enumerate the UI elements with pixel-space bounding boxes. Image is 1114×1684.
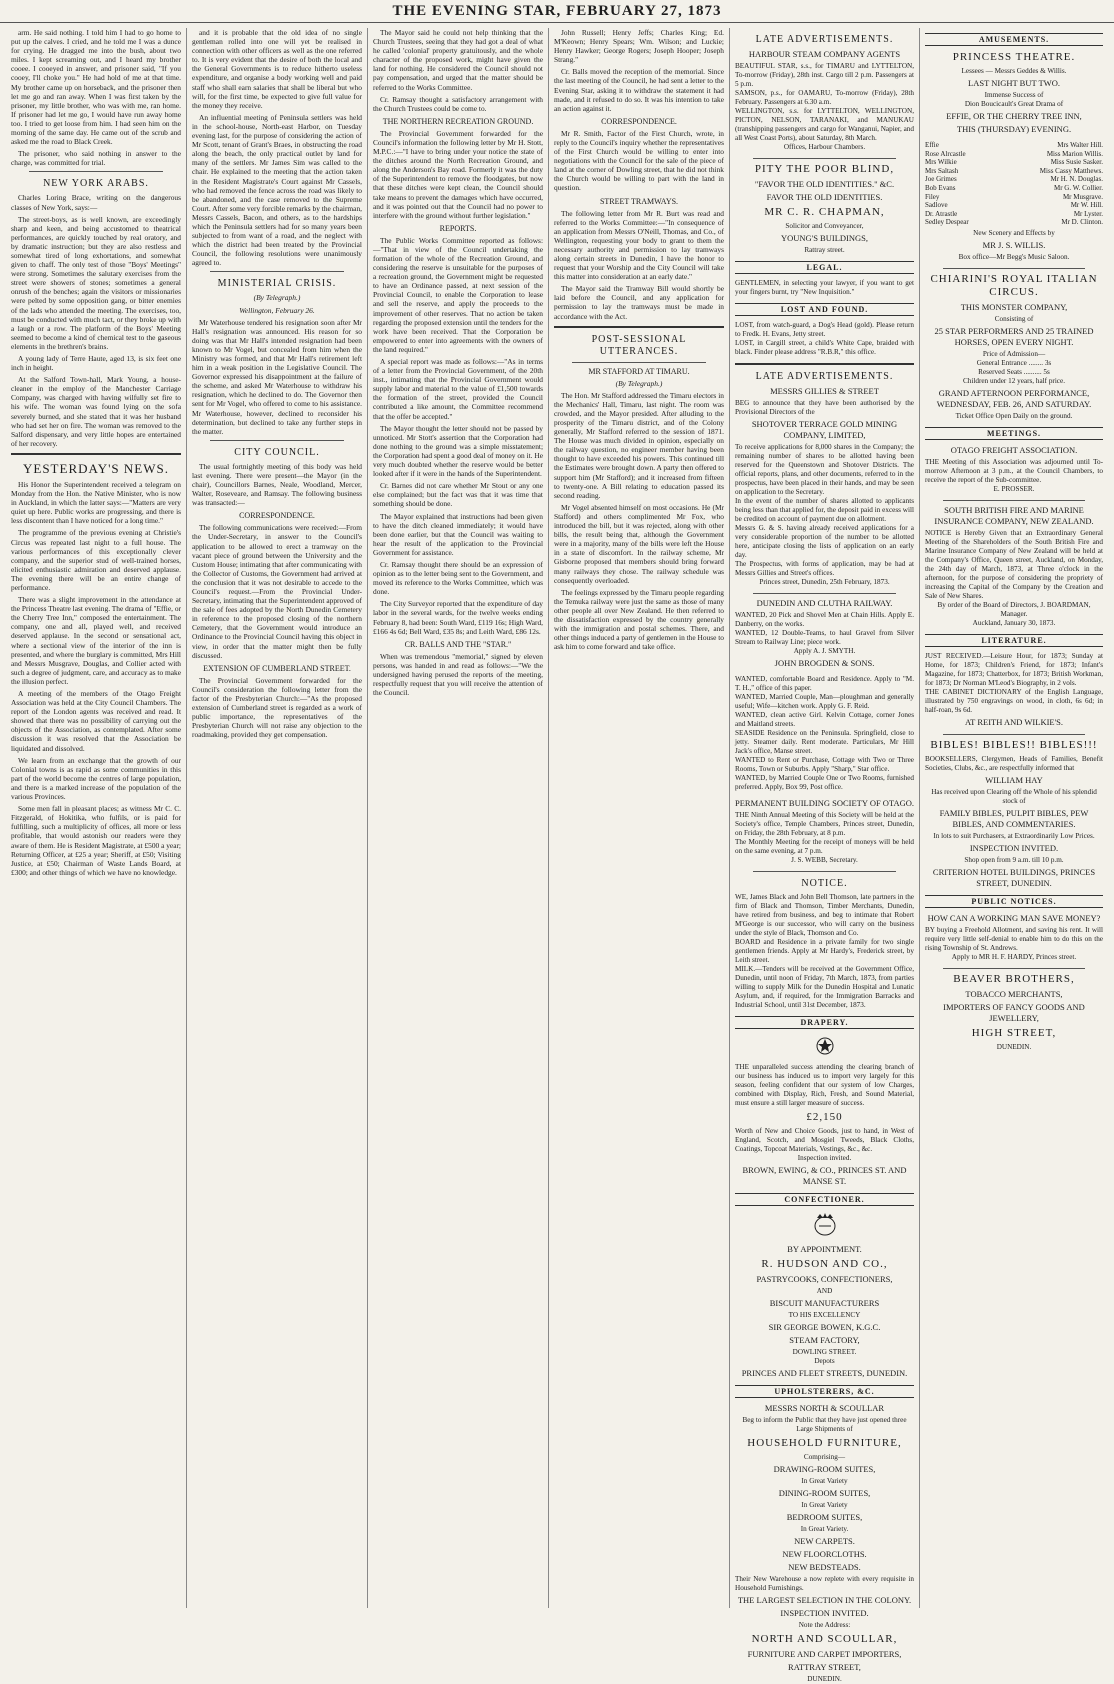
ad-gillies-street: MESSRS GILLIES & STREET (770, 386, 879, 397)
ad-notice-milk: MILK.—Tenders will be received at the Government Office, Dunedin, until noon of Friday, 7th March, 1873, from parties willing to supply Milk for the Dunedin Hospital and Lunatic Asylum, and, if required, for the Immigration Barracks and Industrial School, until 31st December, 1873. (735, 965, 914, 1010)
headline-yesterdays-news: YESTERDAY'S NEWS. (23, 460, 169, 476)
ad-shotover: SHOTOVER TERRACE GOLD MINING COMPANY, LIMITED, (751, 419, 898, 441)
ad-shotover-text: Messrs G. & S. having already received applications for a very considerable proportion of the number to be allotted here, anticipate closing the lists of application on an early day. (735, 524, 914, 560)
ad-shotover-text: To receive applications for 8,000 shares in the Company; the remaining number of shares to be allotted having been reserved for the Queenstown and Shotover Districts. The official reports, plans, and other documents, referred to in the prospectus, have been placed in their hands, and may be seen on application to the Secretary. (735, 443, 914, 497)
ad-lost-cape: LOST, in Cargill street, a child's White Cape, braided with black. Finder please address "R.B.R," this office. (735, 339, 914, 357)
ad-hardy: Apply to MR H. F. HARDY, Princes street. (951, 953, 1077, 962)
article-paragraph: John Russell; Henry Jeffs; Charles King; Ed. M'Keown; Henry Spears; Wm. Wilson; and Luckie; Henry Hawker; George Rogers; Joseph Hooper; Joseph Strang." (554, 28, 724, 65)
article-paragraph: The street-boys, as is well known, are exceedingly sharp and keen, and being accustomed to theatrical performances, are quickly touched by real oratory, and by dramatic instruction; but they are also restless and somewhat tired of long exhortations, and somewhat given to chaff. The only test of those "Boys' Meetings" were strong. Sometimes the salutary exercises from the street were showers of stones; sometimes a general onrush of the benches; again the visitors or missionaries were pelted by some opposition gang, or bitter enemies of the lads who attended the meeting. The exercises, too, must be conducted with much tact, or they broke up with a laugh or a row. The platform of the Boys' Meeting seemed to become a kind of chemical test to the gaseous elements in the brethren's brains. (11, 214, 181, 351)
divider (210, 440, 344, 441)
subhead-correspondence: CORRESPONDENCE. (239, 511, 315, 521)
ad-drapery-inspection: Inspection invited. (797, 1154, 852, 1163)
ad-steam-factory: STEAM FACTORY, (789, 1335, 860, 1346)
ad-pity-poor-blind: PITY THE POOR BLIND, (754, 163, 895, 175)
ad-reith-wilkie: AT REITH AND WILKIE'S. (964, 717, 1063, 728)
article-paragraph: The feelings expressed by the Timaru people regarding the Temuka railway were just the same as those of many other people all over New Zealand. He then referred to the dissatisfaction expressed by the country generally with the immigration and postal schemes. There, and other things induced a party of gentlemen in the House to ask him to come forward and take office. (554, 587, 724, 652)
ad-freight-text: THE Meeting of this Association was adjourned until To-morrow Afternoon at 3 p.m., at the Council Chambers, to receive the report of the Sub-committee. (925, 458, 1103, 485)
article-paragraph: The usual fortnightly meeting of this body was held last evening. There were present—the Mayor (in the chair), Councillors Barnes, Neale, Woodland, Mercer, Walter, Roseveare, and Ramsay. The following business was transacted:— (192, 461, 362, 508)
ad-rattray: RATTRAY STREET, (788, 1662, 861, 1673)
ad-dunedin: DUNEDIN. (996, 1043, 1032, 1052)
section-upholsterers: UPHOLSTERERS, &C. (735, 1385, 914, 1398)
divider (210, 271, 344, 272)
ad-last-night: LAST NIGHT BUT TWO. (968, 78, 1060, 89)
section-late-advertisements: LATE ADVERTISEMENTS. (755, 34, 894, 45)
ad-largest: THE LARGEST SELECTION IN THE COLONY. (737, 1595, 912, 1606)
ad-cabinet-dictionary: THE CABINET DICTIONARY of the English Language, illustrated by 750 engravings on wood, in cloth, 6s 6d; in half-roan, 9s 6d. (925, 688, 1103, 715)
ad-price-reserved: Reserved Seats .......... 5s (978, 368, 1050, 377)
cast-actor: Miss Cassy Matthews. (1039, 166, 1103, 175)
section-lost-found: LOST AND FOUND. (735, 303, 914, 316)
ad-tobacco: TOBACCO MERCHANTS, (965, 989, 1063, 1000)
ad-building-secretary: J. S. WEBB, Secretary. (791, 856, 858, 865)
ad-variety: In Great Variety (801, 1477, 848, 1486)
article-paragraph: An influential meeting of Peninsula settlers was held in the school-house, North-east Harbor, on Tuesday evening last, for the purpose of considering the action of Mr Scott, tenant of Grant's Braes, in obstructing the road along the beach, the only practical outlet by land for many of the settlers. Mr James Sim was called to the chair. He explained to the meeting that the action taken in the Resident Magistrate's Court against Mr Cassels, who had removed the fence across the road was likely to be abandoned, and the case removed to the Supreme Court. After some very forcible remarks by the chairman, Messrs Cassels, Bacon, and others, as to the hardships which the Peninsula settlers had for so many years been subjected to from want of a road, and the neglect with which the district had been treated by the Provincial Council, the following resolutions were unanimously agreed to. (192, 112, 362, 268)
section-meetings: MEETINGS. (925, 427, 1103, 440)
ad-bedsteads: NEW BEDSTEADS. (788, 1562, 861, 1573)
ad-biscuit: BISCUIT MANUFACTURERS (769, 1298, 880, 1309)
ad-boardman: By order of the Board of Directors, J. BOARDMAN, Manager. (937, 601, 1091, 619)
cast-actor: Mr H. N. Douglas. (1050, 175, 1103, 184)
article-paragraph: Cr. Ramsay thought a satisfactory arrangement with the Church Trustees could be come to. (373, 94, 543, 113)
ad-bibles: BIBLES! BIBLES!! BIBLES!!! (930, 739, 1098, 752)
article-paragraph: The Mayor said he could not help thinking that the Church Trustees, seeing that they had got a deal of what he called 'colonial' property gratuitously, and the whole character of the proposed work, might have given the land for nothing. He considered the Council should not pay compensation, and urged that the matter should be referred to the Works Committee. (373, 28, 543, 92)
ad-price-children: Children under 12 years, half price. (963, 377, 1065, 386)
headline-post-sessional: POST-SESSIONAL UTTERANCES. (591, 333, 687, 357)
ad-bowen: SIR GEORGE BOWEN, K.G.C. (768, 1322, 881, 1333)
ad-willis: MR J. S. WILLIS. (982, 240, 1046, 251)
cast-role: Filey (925, 192, 940, 201)
ad-bedroom: BEDROOM SUITES, (786, 1512, 863, 1523)
ad-boucicault: Dion Boucicault's Great Drama of (964, 100, 1064, 109)
article-paragraph: Mr Vogel absented himself on most occasions. He (Mr Stafford) and others complimented Mr Fox, who introduced the bill, but it was rejected, along with other bills, the result being that, although the Government were in a majority, many of the bills were left the House in a state of discomfort. In the railway scheme, Mr Gisborne proposed that members should bring forward many railways they chose. The railway schedule was consequently overloaded. (554, 502, 724, 585)
column-3 (368, 28, 549, 1608)
ad-low-prices: In lots to suit Purchasers, at Extraordinarily Low Prices. (933, 832, 1095, 841)
article-paragraph: His Honor the Superintendent received a telegram on Monday from the Hon. the Native Minister, who is now in Auckland, in which the latter says:—"Matters are very quiet up here. Public works are progressing, and there is less discontent than I have noticed for a long time." (11, 479, 181, 526)
ad-inspection: INSPECTION INVITED. (969, 843, 1059, 854)
section-legal: LEGAL. (735, 261, 914, 274)
divider (753, 158, 896, 159)
article-paragraph: Mr Waterhouse tendered his resignation soon after Mr Hall's resignation was announced. His reason for so doing was that Mr Hall's intended resignation had been known to Mr Vogel, but concealed from him when the Ministry was formed, and that Mr Hall's retirement left him in a weak position in the Legislative Council. The Governor expressed his disappointment at the failure of the scheme, and asked Mr Waterhouse to withdraw his resignation, which he declined to do. The Governor then sent for Mr Vogel, who offered to come to his assistance. Mr Waterhouse, however, declined to reconsider his determination, but declined to take any further steps in the matter. (192, 317, 362, 436)
ad-excellency: TO HIS EXCELLENCY (788, 1311, 861, 1320)
ad-wanted-board: WANTED, comfortable Board and Residence. Apply to "M. T. H.," office of this paper. (735, 675, 914, 693)
masthead: THE EVENING STAR, FEBRUARY 27, 1873 (0, 0, 1114, 23)
column-1 (6, 28, 187, 1608)
ad-lost-dog-head: LOST, from watch-guard, a Dog's Head (gold). Please return to Fredk. H. Evans, Jetty street. (735, 321, 914, 339)
article-paragraph: and it is probable that the old idea of no single gentleman rolled into one will yet be realised in connection with other officers as well as the one referred to. It is very evident that the desire of both the local and the General Governments is to reduce hitherto useless expenditure, and organise a body working well and paid staff who shall earn salaries that shall be liberal but who will, for the first time, be expected to give full value for the money they receive. (192, 28, 362, 110)
cast-actor: Mr Musgrave. (1062, 192, 1103, 201)
article-paragraph: The Hon. Mr Stafford addressed the Timaru electors in the Mechanics' Hall, Timaru, last night. The room was crowded, and the Mayor presided. After alluding to the prosperity of the Timaru district, and of the Colony generally, Mr Stafford referred to the session of 1871. The House was much divided in opinion, especially on the railway question, no engineer member having been thought to have exceeded his powers. This continued till the Estimates were brought down. A party then offered to support him (Mr Stafford); and it increased from fifteen to twenty-one. A Bill relating to education passed its second reading. (554, 390, 724, 500)
article-paragraph: When was tremendous "memorial," signed by eleven persons, was handed in and read as follows:—"We the undersigned having perused the reports of the meeting, respectfully request that you will receive the attention of the Council. (373, 651, 543, 698)
ad-family-bibles: FAMILY BIBLES, PULPIT BIBLES, PEW BIBLES, AND COMMENTARIES. (939, 808, 1089, 830)
ad-drawing-room: DRAWING-ROOM SUITES, (773, 1464, 876, 1475)
ad-shop-hours: Shop open from 9 a.m. till 10 p.m. (964, 856, 1064, 865)
ad-importers: IMPORTERS OF FANCY GOODS AND JEWELLERY, (943, 1002, 1085, 1024)
ad-and: AND (816, 1287, 833, 1296)
divider (943, 968, 1085, 969)
ad-box-office: Box office—Mr Begg's Music Saloon. (958, 253, 1070, 262)
ad-household: HOUSEHOLD FURNITURE, (747, 1437, 902, 1450)
subhead-balls-and-star: CR. BALLS AND THE "STAR." (404, 639, 512, 649)
article-paragraph: The prisoner, who said nothing in answer to the charge, was committed for trial. (11, 149, 181, 168)
ad-carpets: NEW CARPETS. (794, 1536, 855, 1547)
ad-floorcloths: NEW FLOORCLOTHS. (782, 1549, 867, 1560)
headline-notice: NOTICE. (801, 878, 848, 890)
article-paragraph: The Public Works Committee reported as follows:—"That in view of the Council undertaking the formation of the whole of the Recreation Ground, and considering the reserve is unsuitable for the purposes of a recreation ground, the Government might be requested to have an Ordinance passed, at next session of the Provincial Council, to enable the Corporation to lease and sell the reserve, and apply the proceeds to the improvement of other reserves. That no action be taken regarding the proposed extension until the tenders for the work have been received. That the Corporation be empowered to enter into agreements with the owners of the land required." (373, 235, 543, 354)
ad-wanted-cottage: WANTED to Rent or Purchase, Cottage with Two or Three Rooms, Town or Suburbs. Apply "Sharp," Star office. (735, 756, 914, 774)
article-paragraph: At the Salford Town-hall, Mark Young, a house-cleaner in the employ of the Manchester Carriage Company, was charged with having wilfully set fire to his wife. The woman was found lying on the sofa severely burned, and she stated that it was her husband who had set her on fire. The woman was removed to the Salford dispensary, and very little hopes are entertained of her recovery. (11, 375, 181, 448)
ad-comprising: Comprising— (803, 1453, 846, 1462)
headline-city-council: CITY COUNCIL. (234, 446, 320, 458)
section-public-notices: PUBLIC NOTICES. (925, 895, 1103, 908)
ad-shotover-text: The Prospectus, with forms of application, may be had at Messrs Gillies and Street's offices. (735, 560, 914, 578)
ad-variety: In Great Variety. (800, 1525, 849, 1534)
cast-actor: Mr Lyster. (1073, 209, 1103, 218)
cast-row (925, 218, 1103, 227)
headline-ministerial-crisis: MINISTERIAL CRISIS. (217, 278, 337, 290)
cast-role: Sadlove (925, 201, 948, 210)
article-paragraph: Cr. Barnes did not care whether Mr Stout or any one else complained; but the fact was that it was time that something should be done. (373, 481, 543, 509)
ad-warehouse: Their New Warehouse a now replete with every requisite in Household Furnishings. (735, 1575, 914, 1593)
telegraph-credit: (By Telegraph.) (615, 378, 663, 388)
article-paragraph: Cr. Balls moved the reception of the memorial. Since the last meeting of the Council, he had sent a letter to the Evening Star, asking it to withdraw the statement it had made, and it refused to do so. It was his intention to take an action against it. (554, 67, 724, 113)
ad-freight-assoc: OTAGO FREIGHT ASSOCIATION. (950, 445, 1078, 456)
column-5-ads (730, 28, 920, 1684)
article-paragraph: The City Surveyor reported that the expenditure of day labor in the several wards, for the twelve weeks ending February 8, had been: South Ward, £119 16s; High Ward, £166 4s 6d; Bell Ward, £35 8s; and Leith Ward, £86 12s. (373, 599, 543, 636)
ad-lawyer: GENTLEMEN, in selecting your lawyer, if you want to get your fingers burnt, try "New Inquisition." (735, 279, 914, 297)
article-paragraph: The programme of the previous evening at Christie's Circus was repeated last night to a full house. The various performances of this exceptionally clever company, and the superior stud of well-trained horses, elicited enthusiastic admiration and deserved applause. The evening there will be an entire change of performance. (11, 528, 181, 592)
ad-working-man: HOW CAN A WORKING MAN SAVE MONEY? (927, 913, 1101, 924)
article-paragraph: A meeting of the members of the Otago Freight Association was held at the City Council Chambers. The report of the London agents was received and read. It showed that there was no possibility of carrying out the objects of the Association, as contemplated. After some discussion it was resolved that the Association be liquidated and dissolved. (11, 689, 181, 753)
section-literature: LITERATURE. (925, 634, 1103, 647)
cast-row (925, 150, 1103, 159)
royal-arms-icon (811, 1035, 839, 1057)
ad-note-address: Note the Address: (798, 1621, 851, 1630)
column-2 (187, 28, 368, 1608)
column-4 (549, 28, 730, 1608)
ad-drapery-goods: Worth of New and Choice Goods, just to hand, in West of England, Scotch, and Mosgiel Tweeds, Black Cloths, Coatings, Topcoat Materials, Vestings, &c., &c. (735, 1127, 914, 1154)
ad-prosser: E. PROSSER. (993, 485, 1035, 494)
ad-shotover-text: In the event of the number of shares allotted to applicants being less than that applied for, the deposit paid in excess will be credited on account of payment due on allotment. (735, 497, 914, 524)
section-amusements: AMUSEMENTS. (925, 33, 1103, 46)
ad-drapery-text: THE unparalleled success attending the clearing branch of our business has induced us to import very largely for this season, feeling confident that our system of low Charges, combined with Display, Rich, Fresh, and Sound Material, must ensure a still larger measure of success. (735, 1063, 914, 1108)
ad-effie: EFFIE, OR THE CHERRY TREE INN, (946, 111, 1082, 122)
article-paragraph: Charles Loring Brace, writing on the dangerous classes of New York, says:— (11, 193, 181, 212)
ad-this-evening: THIS (THURSDAY) EVENING. (956, 124, 1072, 135)
ad-office: Offices, Harbour Chambers. (783, 143, 866, 151)
ad-wanted-girl: WANTED, clean active Girl. Kelvin Cottage, corner Jones and Maitland streets. (735, 711, 914, 729)
ad-favor-quote: "FAVOR THE OLD IDENTITIES." &C. (754, 179, 895, 189)
ad-building-monthly: The Monthly Meeting for the receipt of moneys will be held on the same evening, at 7 p.m. (735, 838, 914, 856)
columns (6, 28, 1108, 1684)
ad-building-meeting: THE Ninth Annual Meeting of this Society will be held at the Society's office, Temple Chambers, Princes street, Dunedin, on Friday, the 28th February, at 8 p.m. (735, 811, 914, 838)
ad-booksellers: BOOKSELLERS, Clergymen, Heads of Families, Benefit Societies, Clubs, &c., are respectfully informed that (925, 755, 1103, 773)
article-paragraph: Mr R. Smith, Factor of the First Church, wrote, in reply to the Council's inquiry whether the representatives of the First Church would be willing to enter into negotiations with the Council for the sale of the piece of land at the corner of Dowling street, that he did not think the Church would be willing to part with the land in question. (554, 128, 724, 193)
cast-role: Dr. Atrastle (925, 209, 958, 218)
cast-row (925, 175, 1103, 184)
ad-high-street: HIGH STREET, (971, 1027, 1057, 1040)
ad-variety: In Great Variety (801, 1501, 848, 1510)
article-paragraph: The Provincial Government forwarded for the Council's consideration the following letter from the factor of the Presbyterian Church:—"As the proposed extension of Cumberland street is regarded as a work of public importance, the representatives of the Presbyterian Church will not raise any objection to the roadmaking, provided they get compensation. (192, 675, 362, 740)
ad-ticket-office: Ticket Office Open Daily on the ground. (955, 412, 1073, 421)
ad-consisting: Consisting of (994, 315, 1034, 324)
ad-harbour-steam: HARBOUR STEAM COMPANY AGENTS (748, 49, 901, 59)
ad-notice-board: BOARD and Residence in a private family for two single gentlemen friends. Apply at Mr Hardy's, Frederick street, by Leith street. (735, 938, 914, 965)
column-6-ads (920, 28, 1108, 1608)
ad-auckland-date: Auckland, January 30, 1873. (972, 619, 1056, 628)
cast-role: Bob Evans (925, 184, 956, 193)
cast-row (925, 167, 1103, 176)
subhead-street-tramways: STREET TRAMWAYS. (599, 196, 679, 206)
dateline: Wellington, February 26. (239, 305, 315, 315)
ad-samson: SAMSON, p.s., for OAMARU, To-morrow (Friday), 28th February. Passengers at 6.30 a.m. (735, 89, 914, 106)
ad-princes-fleet: PRINCES AND FLEET STREETS, DUNEDIN. (741, 1368, 908, 1379)
article-paragraph: We learn from an exchange that the growth of our Colonial towns is as rapid as some communities in this part of the world become the centres of large population, and there is a marked increase of the population of the various Provinces. (11, 755, 181, 802)
ad-chapman-street: Rattray street. (804, 246, 845, 254)
ad-dining-room: DINING-ROOM SUITES, (778, 1488, 871, 1499)
ad-wanted-rooms: WANTED, by Married Couple One or Two Rooms, furnished preferred. Apply, Box 99, Post office. (735, 774, 914, 792)
divider (753, 871, 896, 872)
ad-monster-company: THIS MONSTER COMPANY, (960, 302, 1068, 313)
subhead-stafford-timaru: MR STAFFORD AT TIMARU. (588, 366, 690, 376)
ad-favor: FAVOR THE OLD IDENTITIES. (766, 192, 883, 202)
ad-new-scenery: New Scenery and Effects by (973, 229, 1055, 238)
subhead-recreation-ground: THE NORTHERN RECREATION GROUND. (382, 116, 534, 126)
divider (943, 268, 1085, 269)
ad-south-british-text: NOTICE is Hereby Given that an Extraordinary General Meeting of the Shareholders of the South British Fire and Marine Insurance Company of New Zealand will be held at the Company's Office, Queen street, Auckland, on Monday, the 24th day of March, 1873, at Three o'clock in the afternoon, for the purpose of considering the propriety of increasing the Capital of the Company by the Creation and Sale of New Shares. (925, 529, 1103, 601)
ad-afternoon: GRAND AFTERNOON PERFORMANCE, WEDNESDAY, FEB. 26, AND SATURDAY. (936, 388, 1092, 410)
cast-row (925, 184, 1103, 193)
article-paragraph: A young lady of Terre Haute, aged 13, is six feet one inch in height. (11, 354, 181, 373)
ad-just-received: JUST RECEIVED.—Leisure Hour, for 1873; Sunday at Home, for 1873; Children's Friend, for 1873; Infant's Magazine, for 1873; Chatterbox, for 1873; British Workman, for 1873; Dr Norman M'Leod's Biography, in 2 vols. (925, 652, 1103, 688)
divider (572, 362, 706, 363)
ad-hay-stock: Has received upon Clearing off the Whole of his splendid stock of (931, 788, 1097, 806)
cast-actor: Miss Susie Sasker. (1050, 158, 1103, 167)
ad-drapery-amount: £2,150 (806, 1111, 843, 1124)
ad-shotover-date: Princes street, Dunedin, 25th February, 1873. (759, 578, 890, 587)
divider (735, 363, 914, 365)
section-drapery: DRAPERY. (735, 1016, 914, 1029)
ad-lessees: Lessees — Messrs Geddes & Willis. (961, 67, 1067, 76)
headline-new-york-arabs: NEW YORK ARABS. (43, 178, 149, 190)
ad-brown-ewing: BROWN, EWING, & CO., PRINCES ST. AND MANSE ST. (742, 1165, 907, 1187)
divider (753, 593, 896, 594)
ad-south-british: SOUTH BRITISH FIRE AND MARINE INSURANCE COMPANY, NEW ZEALAND. (934, 505, 1094, 527)
ad-north-scoullar-name: NORTH AND SCOULLAR, (751, 1633, 898, 1646)
cast-row (925, 201, 1103, 210)
ad-shipments: Beg to inform the Public that they have just opened three Large Shipments of (742, 1416, 907, 1434)
article-paragraph: A special report was made as follows:—"As in terms of a letter from the Provincial Government, of the 20th inst., intimating that the Provincial Government would supply labor and material to the value of £1,500 towards the formation of the street, provided the Council contributed a like amount, the Committee recommend that the offer be accepted." (373, 357, 543, 421)
ad-beautiful-star: BEAUTIFUL STAR, s.s., for TIMARU and LYTTELTON, To-morrow (Friday), 28th inst. Cargo till 2 p.m. Passengers at 5 p.m. (735, 62, 914, 88)
ad-chiarini-circus: CHIARINI'S ROYAL ITALIAN CIRCUS. (930, 273, 1098, 299)
section-confectioner: CONFECTIONER. (735, 1193, 914, 1206)
ad-building-society: PERMANENT BUILDING SOCIETY OF OTAGO. (735, 798, 914, 809)
ad-wanted-pick: WANTED, 20 Pick and Shovel Men at Chain Hills. Apply E. Danberry, on the works. (735, 611, 914, 629)
subhead-reports: REPORTS. (439, 223, 477, 233)
cast-actor: Miss Marion Willis. (1046, 149, 1103, 158)
cast-role: Sedley Despear (925, 218, 969, 227)
ad-william-hay: WILLIAM HAY (985, 775, 1043, 786)
article-paragraph: The Mayor said the Tramway Bill would shortly be laid before the Council, and any application for permission to lay the tramways must be made in accordance with the Act. (554, 284, 724, 321)
cast-actor: Mr D. Clinton. (1061, 218, 1103, 227)
cast-list (925, 141, 1103, 227)
ad-dowling: DOWLING STREET. (792, 1348, 857, 1357)
article-paragraph: The Mayor thought the letter should not be passed by unnoticed. Mr Stott's assertion that the Corporation had done nothing to the ground was a simple misstatement; the Corporation had spent a good deal of money on it. He very much doubted whether the reserve would be better looked after if it were in the hands of the Superintendent. (373, 423, 543, 479)
ad-hudson: R. HUDSON AND CO., (761, 1258, 888, 1271)
ad-north-scoullar: MESSRS NORTH & SCOULLAR (764, 1403, 885, 1414)
ad-clutha-railway: DUNEDIN AND CLUTHA RAILWAY. (756, 598, 893, 609)
cast-role: Mrs Saltash (925, 166, 959, 175)
cast-role: Mrs Wilkie (925, 158, 957, 167)
article-paragraph: The following letter from Mr R. Burt was read and referred to the Works Committee:—"In consequence of an application from Messrs O'Neill, Thomas, and Co., of Wellington, requesting your body to grant to them the necessary authority and permission to lay tramways along certain streets in Dunedin, I have the honor to request that your Worship and the City Council will take this matter into consideration at an early date." (554, 208, 724, 282)
cast-row (925, 210, 1103, 219)
ad-wanted-teams: WANTED, 12 Double-Teams, to haul Gravel from Silver Stream to Railway Line; piece work. (735, 629, 914, 647)
divider (29, 171, 163, 172)
divider (943, 500, 1085, 501)
ad-chapman-title: Solicitor and Conveyancer, (785, 222, 864, 230)
article-paragraph: There was a slight improvement in the attendance at the Princess Theatre last evening. The drama of "Effie, or the Cherry Tree Inn," composed the entertainment. The company, one and all, played well, and received deserved applause. In the second or sensational act, where a sectional view of the interior of the inn is presented, and where the burglary is committed, Mrs Hill and Messrs Musgrave, Douglas, and Collier acted with such a degree of judgment, care, and accuracy as to make the illusion perfect. (11, 595, 181, 686)
ad-price-general: General Entrance ........ 3s (976, 359, 1052, 368)
royal-crest-icon (808, 1212, 842, 1238)
ad-wanted-couple: WANTED, Married Couple, Man—ploughman and generally useful; Wife—kitchen work. Apply G. F. Reid. (735, 693, 914, 711)
article-paragraph: The Provincial Government forwarded for the Council's information the following letter by Mr H. Stott, M.P.C.:—"I have to bring under your notice the state of the ditches around the North Recreation Ground, and along the Anderson's Bay road. Formerly it was the duty of the Superintendent to remove the floodgates, but now that these ditches were kept clean, the Council should take means to prevent the damages which have occurred, and it was pointed out that the Council had no power to interfere with the ground without further legislation." (373, 128, 543, 220)
article-paragraph: The following communications were received:—From the Under-Secretary, in answer to the Council's application to be allowed to erect a tramway on the vacant piece of ground between the University and the Custom House; intimating that after communicating with the Collector of Customs, the Government had arrived at the conclusion that it was not desirable to accede to the Council's request.—From the Provincial Under-Secretary, intimating that the Superintendent approved of the sale of fees adopted by the North Dunedin Cemetery in reference to the proposed closing of the northern Cemetery, that the Government would introduce an Ordinance to the Provincial Council having this object in view, in order that the matter might then be fully discussed. (192, 523, 362, 660)
ad-price: Price of Admission— (982, 350, 1046, 359)
article-paragraph: arm. He said nothing. I told him I had to go home to put up the calves. I cried, and he told me I was a dunce for crying. He dragged me into the bush, about two miles. I kept screaming out, and I heard my brother cooee. I cooeyed in answer, and prisoner said, "If you cooey, I'll choke you." He had hold of me at that time. My brother came up on horseback, and the prisoner then let me go and ran away. When I was first taken by the prisoner, my little brother, who was with me, ran home. If prisoner had let me go, I would have run away home too. I tried to get loose from him. I had seen him on the morning of the same day. He came out of the scrub and asked me the road to Black Creek. (11, 28, 181, 147)
ad-dunedin-2: DUNEDIN. (807, 1675, 842, 1684)
ad-immense: Immense Success of (984, 91, 1044, 100)
ad-pastrycooks: PASTRYCOOKS, CONFECTIONERS, (756, 1274, 893, 1285)
section-late-advertisements-2: LATE ADVERTISEMENTS. (755, 371, 894, 383)
cast-role: Effie (925, 141, 939, 150)
ad-wellington: WELLINGTON, s.s. for LYTTELTON, WELLINGTON, PICTON, NELSON, TARANAKI, and MANUKAU (transhipping passengers and cargo for Wanganui, Napier, and all West Coast Ports), about Saturday, 8th March. (735, 107, 914, 142)
ad-inspection-invited: INSPECTION INVITED. (780, 1608, 869, 1619)
ad-beaver-brothers: BEAVER BROTHERS, (953, 973, 1075, 986)
ad-depots: Depots (814, 1357, 835, 1366)
ad-seaside: SEASIDE Residence on the Peninsula. Springfield, close to jetty. Steamer daily. Rent moderate. Particulars, Mr Hill Jack's office, Manse street. (735, 729, 914, 756)
cast-actor: Mr W. Hill. (1070, 201, 1103, 210)
ad-freehold: BY buying a Freehold Allotment, and saving his rent. It will require very little self-denial to enable him to do this on the rising Township of St. Andrews. (925, 926, 1103, 953)
cast-row (925, 158, 1103, 167)
subhead-correspondence: CORRESPONDENCE. (601, 116, 677, 126)
cast-actor: Mr G. W. Collier. (1053, 184, 1103, 193)
telegraph-credit: (By Telegraph.) (253, 293, 301, 303)
ad-by-appointment: BY APPOINTMENT. (787, 1244, 862, 1255)
ad-performers: 25 STAR PERFORMERS AND 25 TRAINED HORSES, OPEN EVERY NIGHT. (934, 326, 1094, 348)
divider (11, 453, 181, 455)
subhead-extension: EXTENSION OF CUMBERLAND STREET. (203, 663, 351, 673)
article-paragraph: Some men fall in pleasant places; as witness Mr C. C. Fitzgerald, of Hokitika, who fulfils, or is paid for fulfilling, such a multiplicity of offices, all more or less profitable, that would astonish our readers were they aware of them. He is Resident Magistrate, at £500 a year; Returning Officer, at £25 a year; Sheriff, at £50; Visiting Justice, at £50; Chairman of Waste Lands Board, at £300; and other things of which we have no knowledge. (11, 804, 181, 877)
article-paragraph: The Mayor explained that instructions had been given to have the ditch cleaned immediately; it would have been done earlier, but that the Council was waiting to hear the result of the application to the Provincial Government for assistance. (373, 511, 543, 557)
divider (943, 734, 1085, 735)
ad-chapman-building: YOUNG'S BUILDINGS, (780, 233, 868, 243)
ad-apply-smyth: Apply A. J. SMYTH. (793, 647, 856, 656)
cast-actor: Mrs Walter Hill. (1057, 141, 1103, 150)
divider (554, 326, 724, 328)
article-paragraph: Cr. Ramsay thought there should be an expression of opinion as to the letter being sent to the Government, and moved its reference to the Works Committee, which was done. (373, 559, 543, 597)
cast-role: Joe Grimes (925, 175, 957, 184)
ad-gillies-intro: BEG to announce that they have been authorised by the Provisional Directors of the (735, 399, 914, 417)
ad-notice-black: WE, James Black and John Bell Thomson, late partners in the firm of Black and Thomson, Timber Merchants, Dunedin, have retired from business, and beg to intimate that Robert M'George is our successor, who will carry on the business under the style of Black, Thomson and Co. (735, 893, 914, 938)
cast-row (925, 141, 1103, 150)
ad-furniture-importers: FURNITURE AND CARPET IMPORTERS, (747, 1649, 902, 1660)
cast-role: Rose Alrcastle (925, 149, 966, 158)
ad-brogden: JOHN BROGDEN & SONS. (774, 658, 875, 669)
ad-criterion: CRITERION HOTEL BUILDINGS, PRINCES STREET, DUNEDIN. (932, 867, 1096, 889)
cast-row (925, 193, 1103, 202)
ad-chapman: MR C. R. CHAPMAN, (764, 206, 885, 218)
ad-princess-theatre: PRINCESS THEATRE. (952, 51, 1076, 64)
